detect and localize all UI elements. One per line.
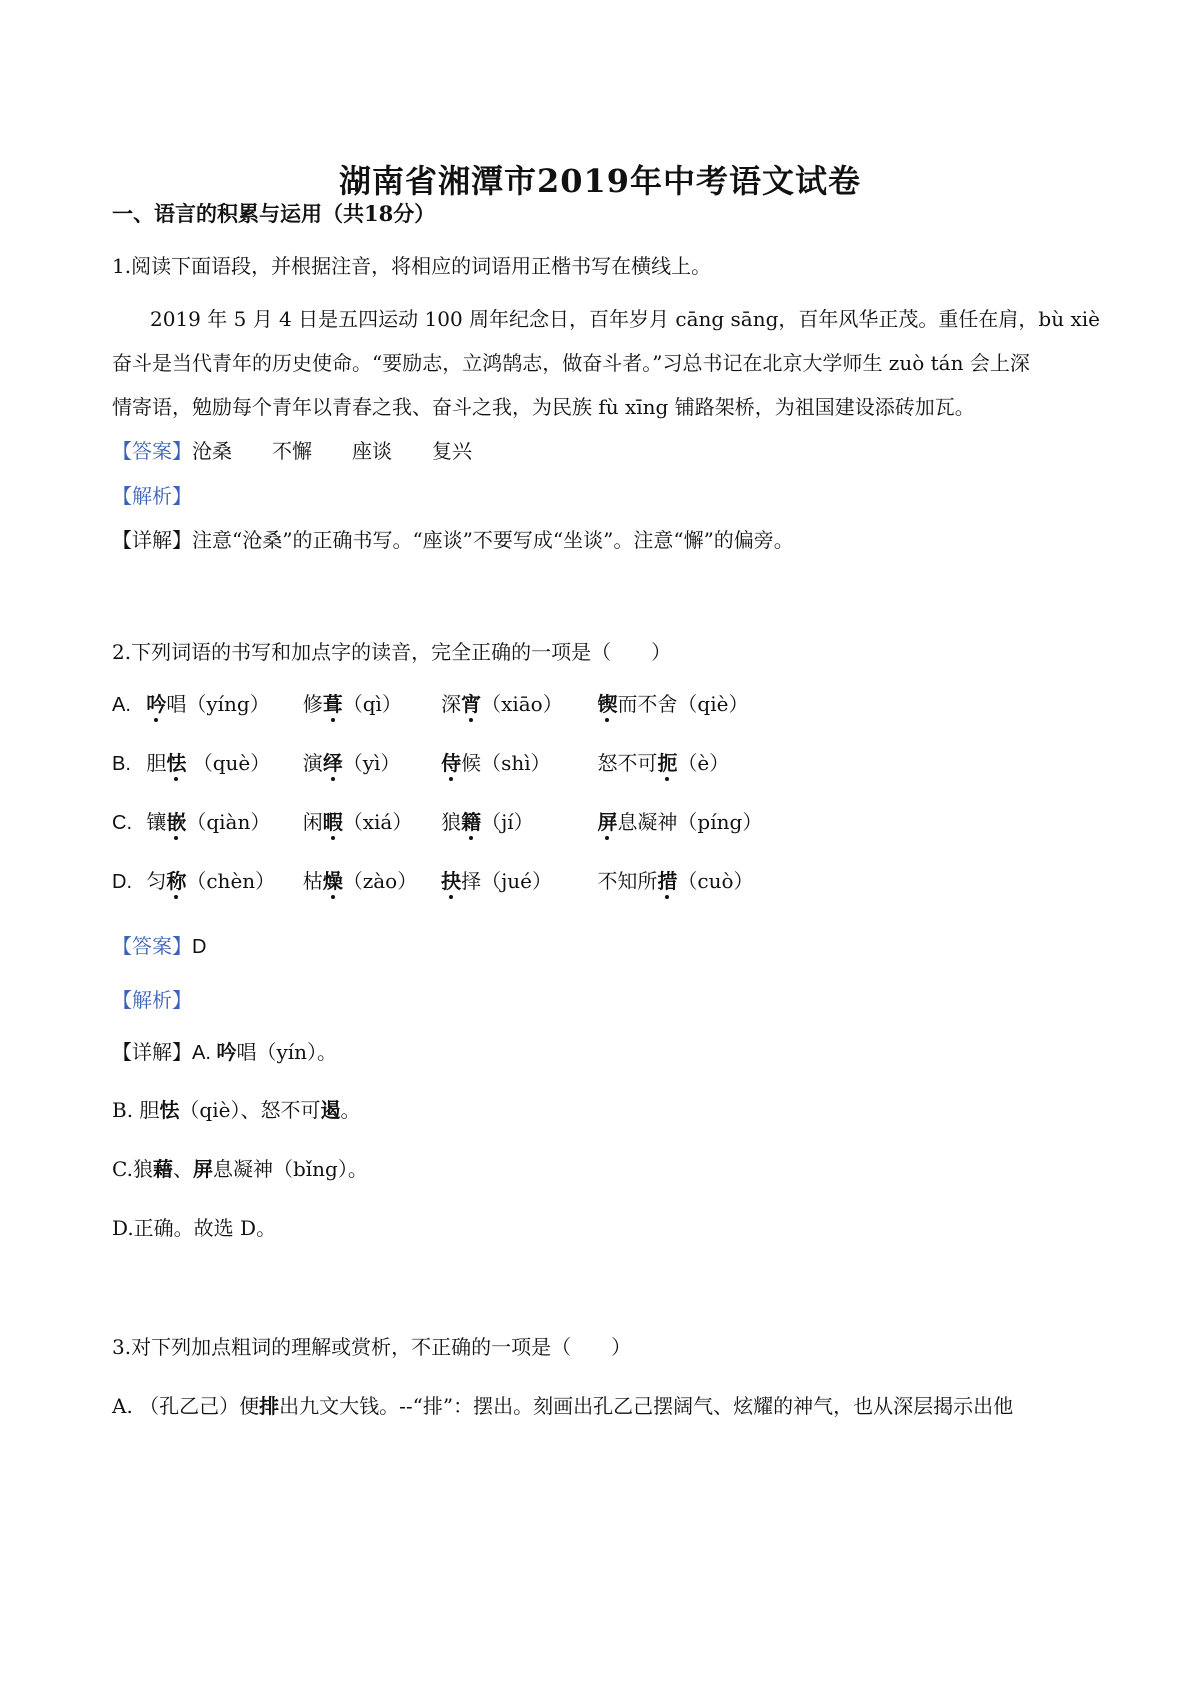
q2-detail-c: C.狼藉、屏息凝神（bǐng）。 <box>112 1157 368 1181</box>
q2-stem-text: 2.下列词语的书写和加点字的读音，完全正确的一项是（ ） <box>112 640 672 664</box>
q2-option-b <box>112 749 729 778</box>
option-c-item-4: 屏息凝神（píng） <box>597 810 763 834</box>
option-c-item-1: 镶嵌（qiàn） <box>146 810 271 834</box>
q1-answer-line <box>112 437 472 465</box>
q2-analysis-tag <box>112 986 192 1014</box>
q1-answer-1: 沧桑 <box>192 439 232 463</box>
q1-detail-text: 注意“沧桑”的正确书写。“座谈”不要写成“坐谈”。注意“懈”的偏旁。 <box>192 528 794 552</box>
option-letter: D. <box>112 871 132 893</box>
option-c-item-3: 狼籍（jí） <box>441 810 534 834</box>
option-d-item-2: 枯燥（zào） <box>302 869 418 893</box>
option-letter: B. <box>112 753 131 775</box>
q2-answer-line <box>112 932 206 961</box>
option-c-item-2: 闲暇（xiá） <box>302 810 413 834</box>
analysis-tag: 【解析】 <box>112 484 192 508</box>
q1-paragraph-line-3: 情寄语，勉励每个青年以青春之我、奋斗之我，为民族 fù xīng 铺路架桥，为祖国建设添砖加瓦。 <box>112 395 975 419</box>
q2-detail-b: B. 胆怯（qiè）、怒不可遏。 <box>112 1098 361 1122</box>
q2-detail-a: 【详解】A. 吟唱（yín）。 <box>112 1040 338 1064</box>
q2-option-a <box>112 690 748 719</box>
option-a-item-3: 深宵（xiāo） <box>441 692 563 716</box>
option-letter: C. <box>112 812 132 834</box>
q1-answer-3: 座谈 <box>352 439 392 463</box>
q1-analysis-tag <box>112 482 192 510</box>
q2-answer: D <box>192 936 207 958</box>
option-d-item-1: 匀称（chèn） <box>146 869 276 893</box>
q1-stem: 1.阅读下面语段，并根据注音，将相应的词语用正楷书写在横线上。 <box>112 254 712 278</box>
q2-stem <box>112 638 671 666</box>
q3-option-a: A. （孔乙己）便排出九文大钱。--“排”：摆出。刻画出孔乙己摆阔气、炫耀的神气，也从深层揭示出他 <box>112 1394 1014 1418</box>
analysis-tag: 【解析】 <box>112 988 192 1012</box>
q2-detail-d: D.正确。故选 D。 <box>112 1216 277 1240</box>
q1-detail <box>112 526 794 554</box>
q2-option-d <box>112 867 754 896</box>
q1-answer-2: 不懈 <box>272 439 312 463</box>
q1-answer-4: 复兴 <box>432 439 472 463</box>
option-b-item-3: 侍候（shì） <box>441 751 551 775</box>
option-b-item-2: 演绎（yì） <box>302 751 401 775</box>
option-b-item-1: 胆怯 （què） <box>146 751 271 775</box>
answer-tag: 【答案】 <box>112 934 192 958</box>
option-a-item-2: 修葺（qì） <box>302 692 402 716</box>
answer-tag: 【答案】 <box>112 439 192 463</box>
q3-stem: 3.对下列加点粗词的理解或赏析，不正确的一项是（ ） <box>112 1335 632 1359</box>
option-d-item-3: 抉择（jué） <box>441 869 552 893</box>
page-title: 湖南省湘潭市2019年中考语文试卷 <box>338 162 862 200</box>
option-b-item-4: 怒不可扼（è） <box>597 751 730 775</box>
option-a-item-4: 锲而不舍（qiè） <box>597 692 749 716</box>
option-d-item-4: 不知所措（cuò） <box>597 869 754 893</box>
detail-tag: 【详解】 <box>112 528 192 552</box>
q1-paragraph-line-2: 奋斗是当代青年的历史使命。“要励志，立鸿鹄志，做奋斗者。”习总书记在北京大学师生 zuò tán 会上深 <box>112 351 1030 375</box>
detail-tag: 【详解】 <box>112 1040 192 1064</box>
option-a-item-1: 吟唱（yíng） <box>146 692 270 716</box>
section-heading: 一、语言的积累与运用（共18分） <box>112 201 436 226</box>
q1-paragraph-line-1: 2019 年 5 月 4 日是五四运动 100 周年纪念日，百年岁月 cāng sāng，百年风华正茂。重任在肩，bù xiè <box>150 307 1100 331</box>
option-letter: A. <box>112 694 131 716</box>
q2-option-c <box>112 808 762 837</box>
